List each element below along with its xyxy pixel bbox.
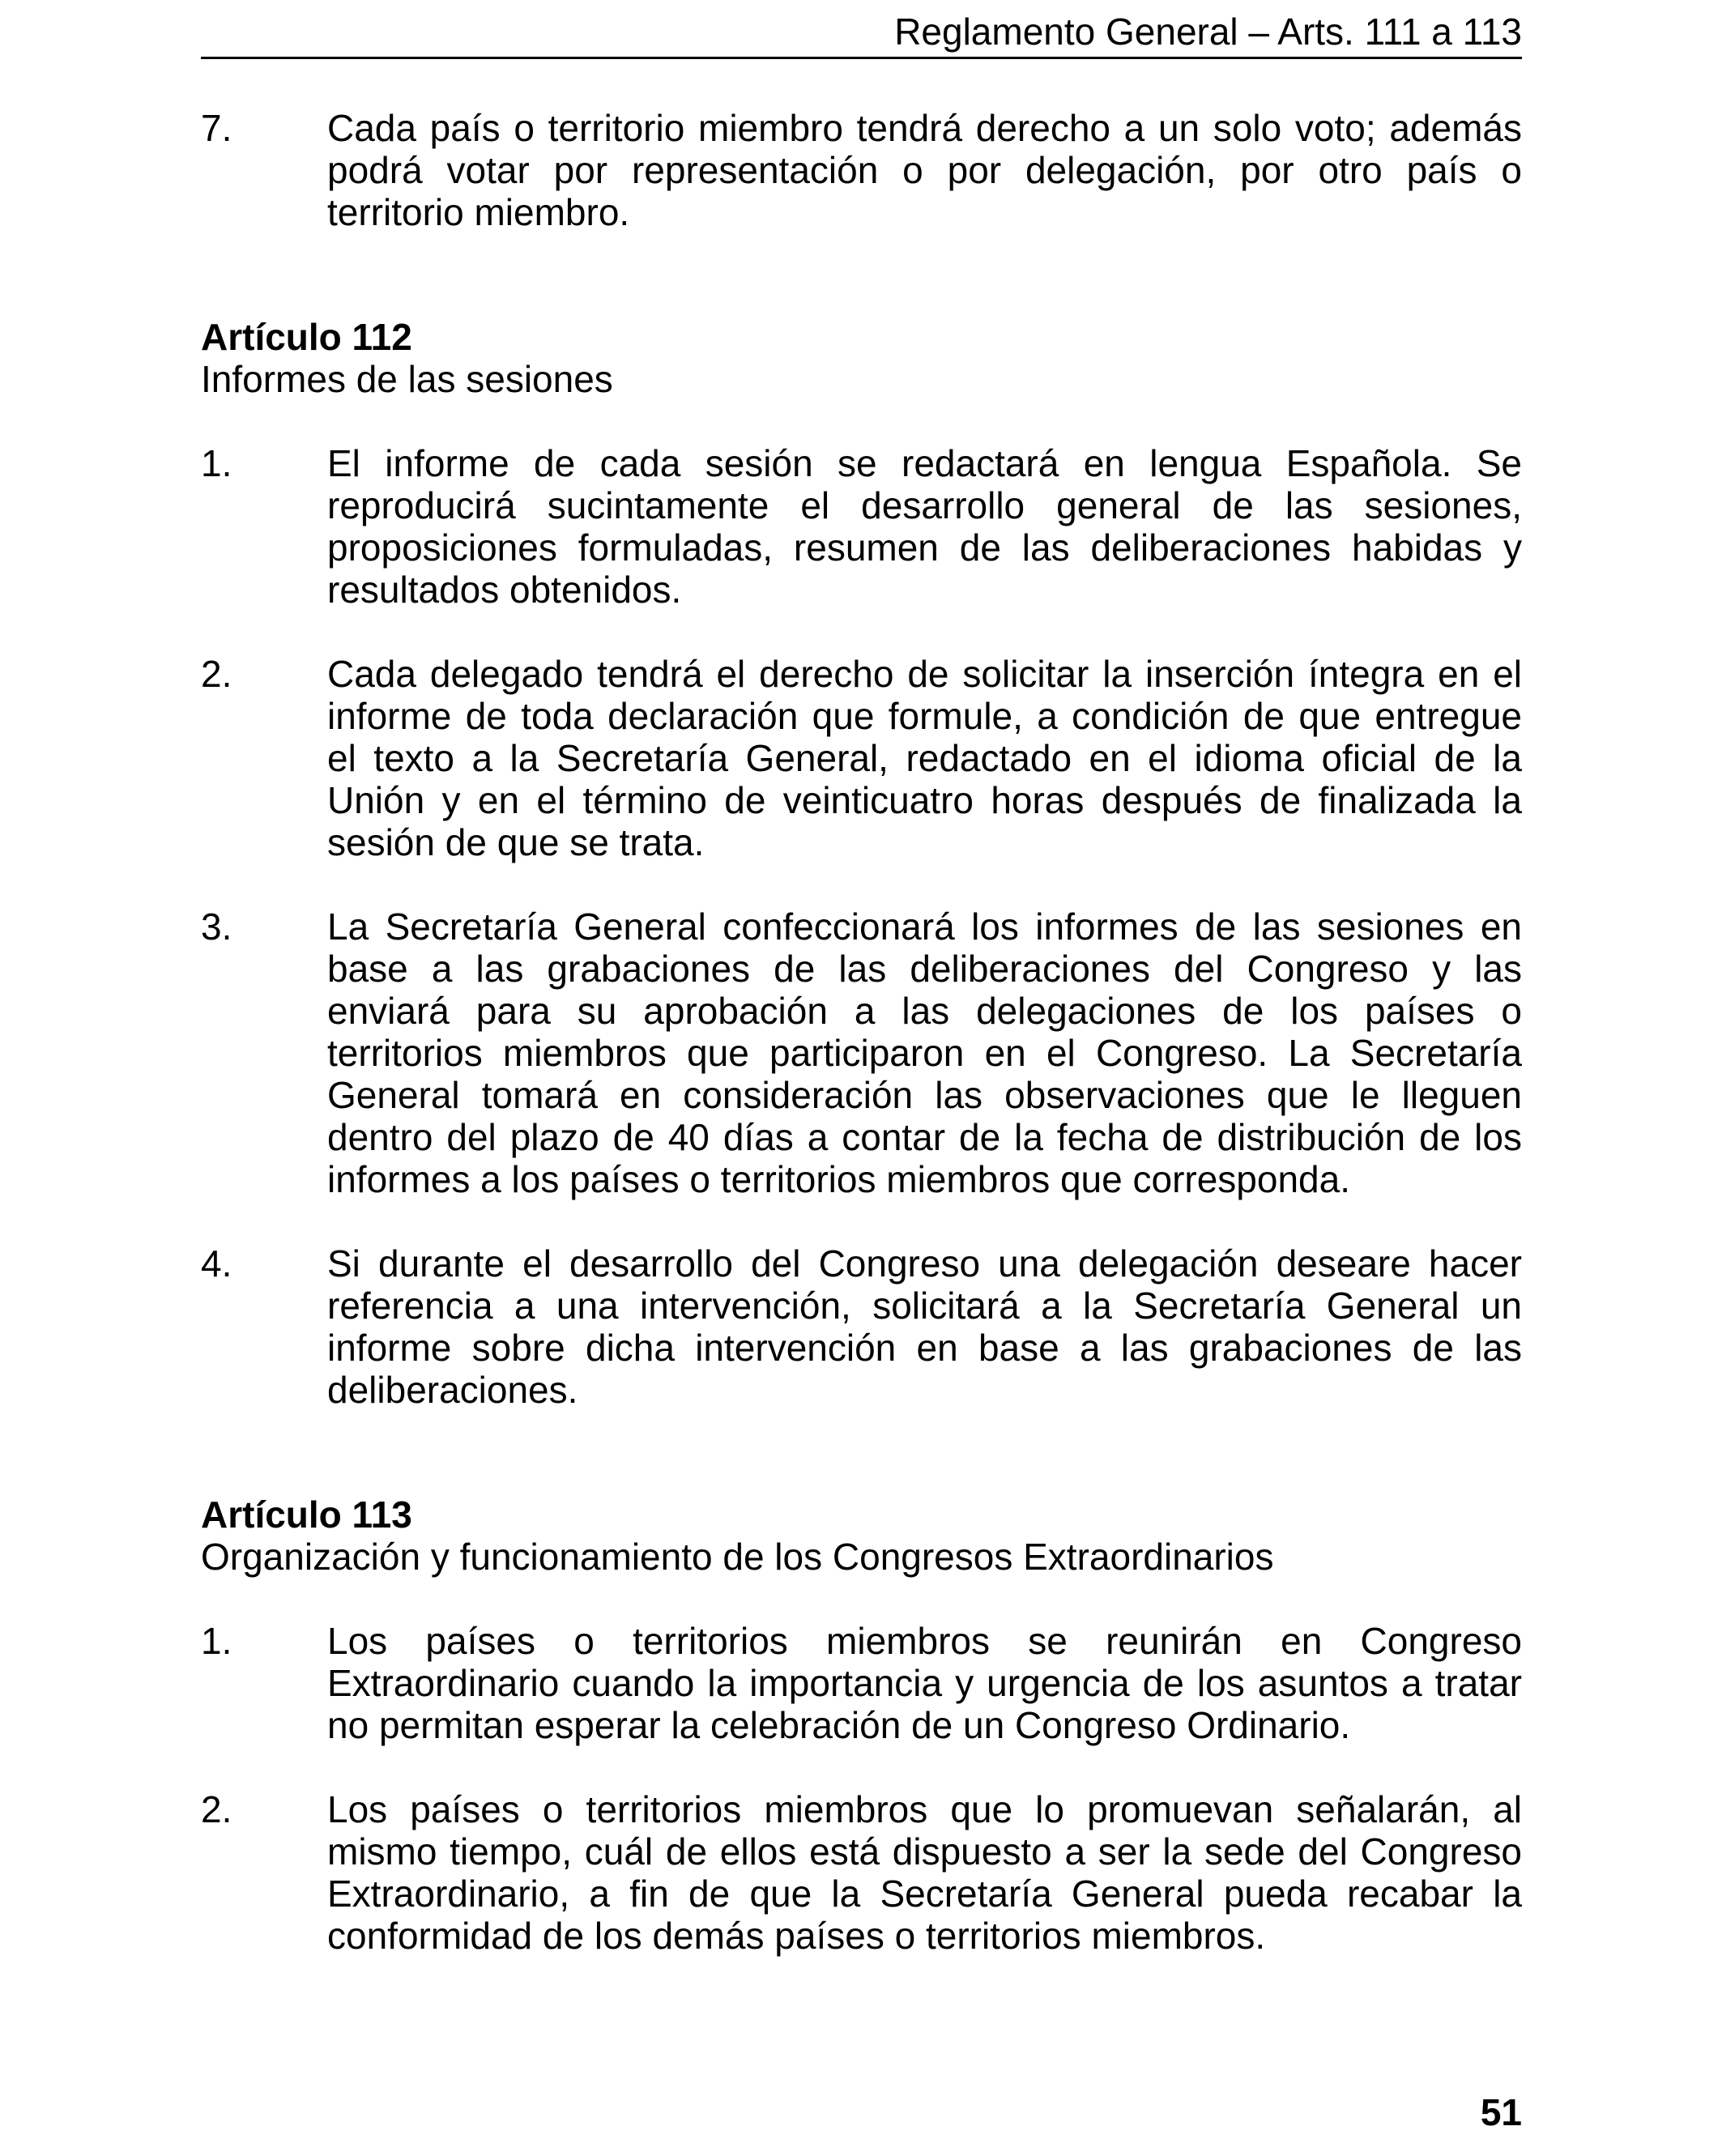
item-text: Cada delegado tendrá el derecho de solicitar la inserción íntegra en el informe de toda declaración que formule, a condición de que entregue el texto a la Secretaría General, redactado en el idioma oficial de la Unión y en el término de veinticuatro horas después de finalizada la sesión de que se trata. bbox=[327, 653, 1522, 863]
article-112-heading: Artículo 112 bbox=[201, 316, 412, 358]
item-text: Los países o territorios miembros que lo promuevan señalarán, al mismo tiempo, cuál de ellos está dispuesto a ser la sede del Congreso Extraordinario, a fin de que la Secretaría General pueda recabar la conformidad de los demás países o territorios miembros. bbox=[327, 1788, 1522, 1957]
item-text: Si durante el desarrollo del Congreso una delegación deseare hacer referencia a una intervención, solicitará a la Secretaría General un informe sobre dicha intervención en base a las grabaciones de las deliberaciones. bbox=[327, 1242, 1522, 1411]
item-number: 3. bbox=[201, 905, 232, 948]
item-number: 4. bbox=[201, 1242, 232, 1285]
item-text: La Secretaría General confeccionará los informes de las sesiones en base a las grabaciones de las deliberaciones del Congreso y las enviará para su aprobación a las delegaciones de los países o territorios miembros que participaron en el Congreso. La Secretaría General tomará en consideración las observaciones que le lleguen dentro del plazo de 40 días a contar de la fecha de distribución de los informes a los países o territorios miembros que corresponda. bbox=[327, 905, 1522, 1200]
running-header: Reglamento General – Arts. 111 a 113 bbox=[894, 11, 1522, 53]
item-number: 2. bbox=[201, 653, 232, 695]
page-number: 51 bbox=[1480, 2091, 1522, 2133]
item-text: Cada país o territorio miembro tendrá derecho a un solo voto; además podrá votar por representación o por delegación, por otro país o territorio miembro. bbox=[327, 107, 1522, 233]
item-number: 1. bbox=[201, 442, 232, 484]
article-112-subtitle: Informes de las sesiones bbox=[201, 358, 613, 400]
list-item-art112-2 bbox=[201, 653, 1522, 863]
header-rule bbox=[201, 57, 1522, 59]
list-item-art112-3 bbox=[201, 905, 1522, 1200]
list-item-art113-1 bbox=[201, 1620, 1522, 1746]
list-item-art112-4 bbox=[201, 1242, 1522, 1411]
list-item-art113-2 bbox=[201, 1788, 1522, 1957]
article-113-subtitle: Organización y funcionamiento de los Congresos Extraordinarios bbox=[201, 1536, 1274, 1578]
item-number: 1. bbox=[201, 1620, 232, 1662]
item-text: Los países o territorios miembros se reunirán en Congreso Extraordinario cuando la importancia y urgencia de los asuntos a tratar no permitan esperar la celebración de un Congreso Ordinario. bbox=[327, 1620, 1522, 1746]
item-number: 7. bbox=[201, 107, 232, 149]
list-item-art112-1 bbox=[201, 442, 1522, 611]
item-text: El informe de cada sesión se redactará en lengua Española. Se reproducirá sucintamente el desarrollo general de las sesiones, proposiciones formuladas, resumen de las deliberaciones habidas y resultados obtenidos. bbox=[327, 442, 1522, 611]
item-number: 2. bbox=[201, 1788, 232, 1830]
list-item-art111-7 bbox=[201, 107, 1522, 233]
page-content bbox=[201, 107, 1522, 1957]
article-113-heading: Artículo 113 bbox=[201, 1493, 412, 1536]
